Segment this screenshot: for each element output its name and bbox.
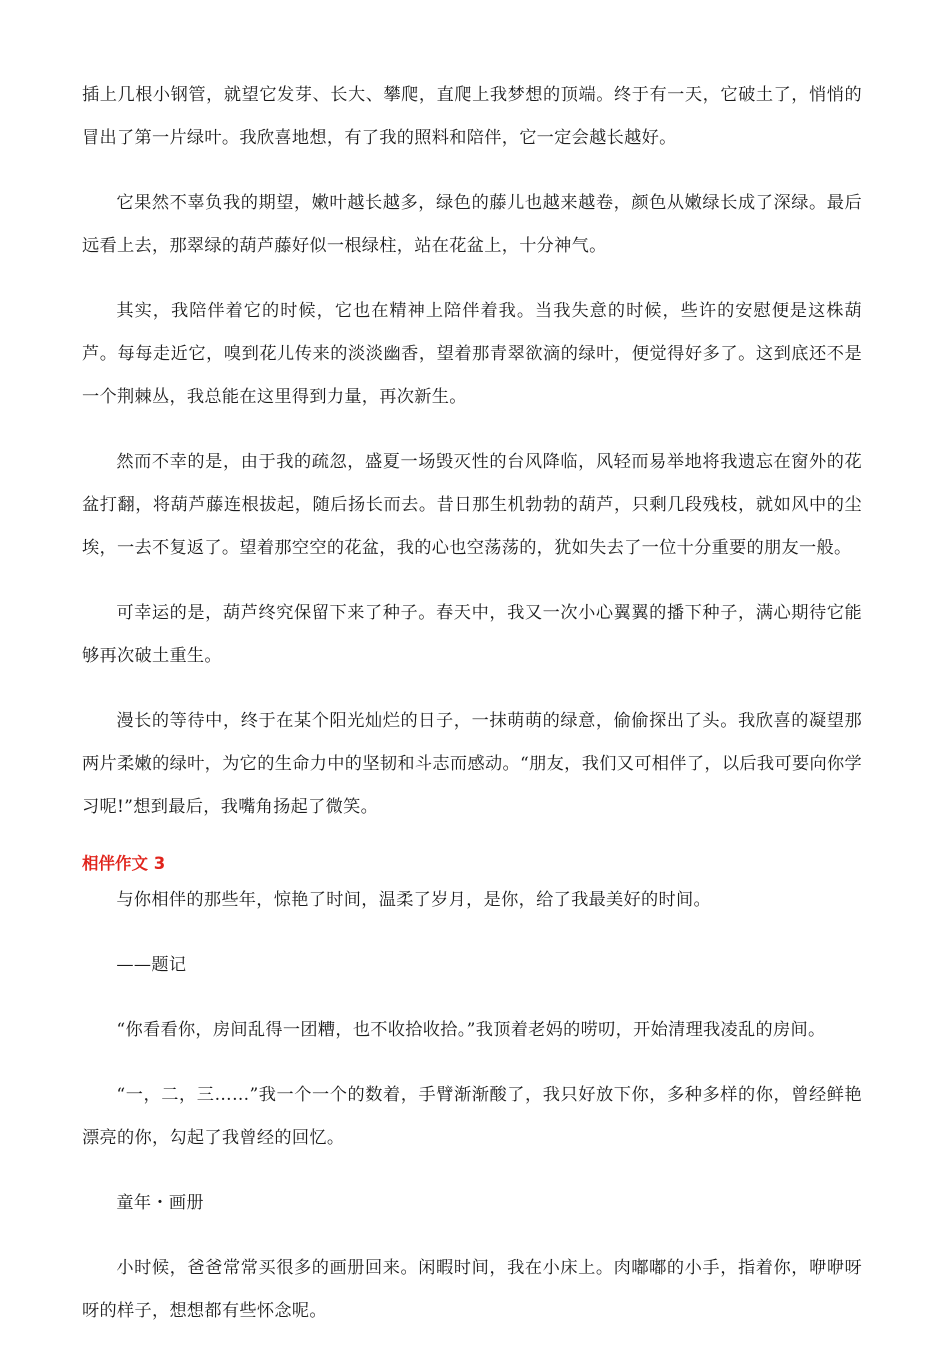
paragraph-8: “你看看你，房间乱得一团糟，也不收拾收拾。”我顶着老妈的唠叨，开始清理我凌乱的房间。 [116, 1020, 826, 1040]
paragraph-4: 然而不幸的是，由于我的疏忽，盛夏一场毁灭性的台风降临，风轻而易举地将我遗忘在窗外的花盆打翻，将葫芦藤连根拔起，随后扬长而去。昔日那生机勃勃的葫芦，只剩几段残枝，就如风中的尘埃，一去不复返了。望着那空空的花盆，我的心也空荡荡的，犹如失去了一位十分重要的朋友一般。 [82, 452, 862, 558]
paragraph-2: 它果然不辜负我的期望，嫩叶越长越多，绿色的藤儿也越来越卷，颜色从嫩绿长成了深绿。最后远看上去，那翠绿的葫芦藤好似一根绿柱，站在花盆上，十分神气。 [82, 193, 862, 256]
paragraph-3: 其实，我陪伴着它的时候，它也在精神上陪伴着我。当我失意的时候，些许的安慰便是这株葫芦。每每走近它，嗅到花儿传来的淡淡幽香，望着那青翠欲滴的绿叶，便觉得好多了。这到底还不是一个荆棘丛，我总能在这里得到力量，再次新生。 [82, 301, 862, 407]
epigraph-signature: ——题记 [116, 955, 187, 975]
paragraph-5: 可幸运的是，葫芦终究保留下来了种子。春天中，我又一次小心翼翼的播下种子，满心期待它能够再次破土重生。 [82, 603, 862, 666]
paragraph-1: 插上几根小钢管，就望它发芽、长大、攀爬，直爬上我梦想的顶端。终于有一天，它破土了，悄悄的冒出了第一片绿叶。我欣喜地想，有了我的照料和陪伴，它一定会越长越好。 [82, 85, 862, 148]
section-heading: 相伴作文 3 [82, 854, 166, 873]
paragraph-10: 小时候，爸爸常常买很多的画册回来。闲暇时间，我在小床上。肉嘟嘟的小手，指着你，咿咿呀呀的样子，想想都有些怀念呢。 [82, 1258, 862, 1321]
document-body [82, 74, 862, 1355]
paragraph-7: 与你相伴的那些年，惊艳了时间，温柔了岁月，是你，给了我最美好的时间。 [116, 890, 711, 910]
paragraph-9: “一，二，三……”我一个一个的数着，手臂渐渐酸了，我只好放下你，多种多样的你，曾经鲜艳漂亮的你，勾起了我曾经的回忆。 [82, 1085, 862, 1148]
paragraph-6: 漫长的等待中，终于在某个阳光灿烂的日子，一抹萌萌的绿意，偷偷探出了头。我欣喜的凝望那两片柔嫩的绿叶，为它的生命力中的坚韧和斗志而感动。“朋友，我们又可相伴了，以后我可要向你学习呢!”想到最后，我嘴角扬起了微笑。 [82, 711, 862, 817]
subsection-title: 童年・画册 [116, 1193, 204, 1213]
